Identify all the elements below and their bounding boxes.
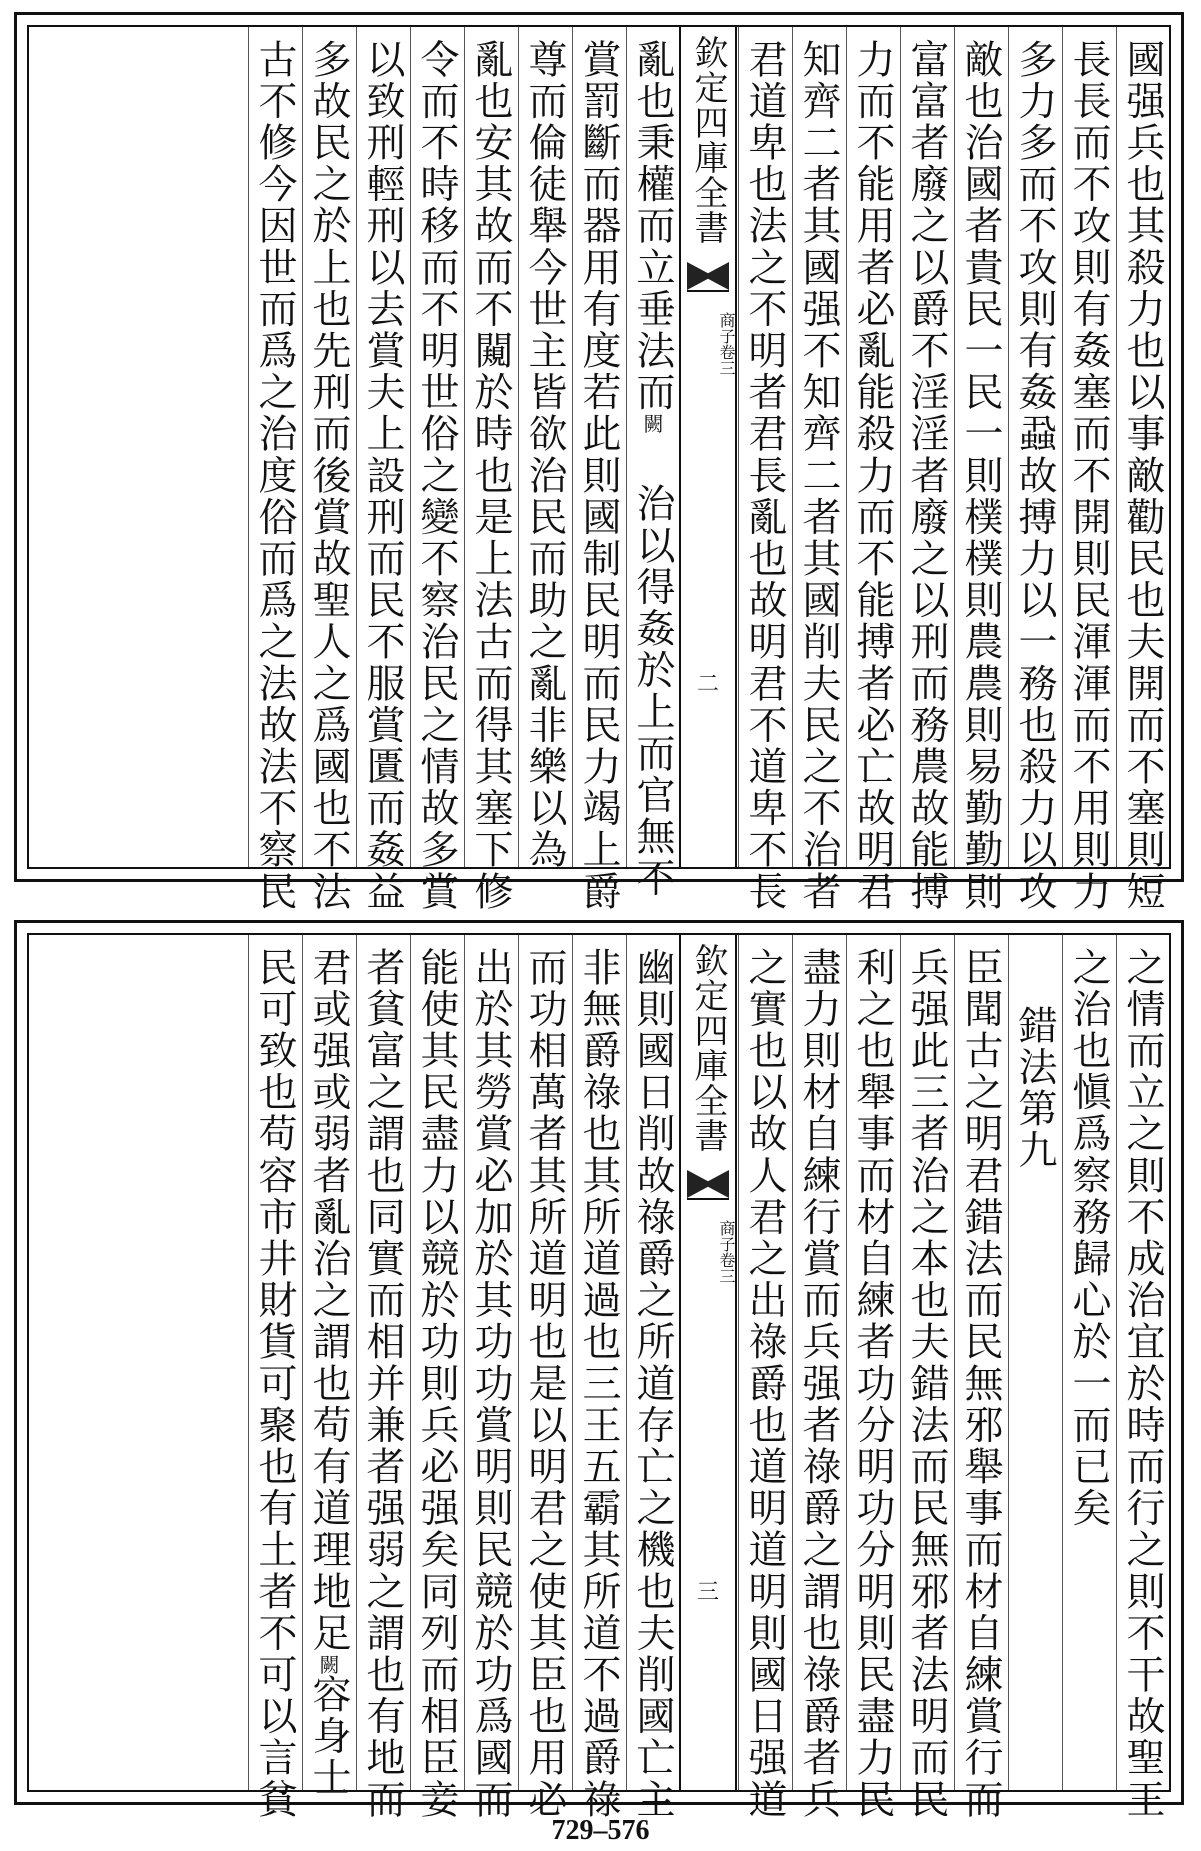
upper-page: [14, 12, 1184, 913]
text-column: [954, 935, 1007, 1821]
chapter-volume: 卷三: [717, 344, 736, 376]
column-text: 富富者廢之以爵不淫淫者廢之以刑而務農故能搏: [904, 39, 949, 913]
column-text: 多力多而不攻則有姦蝨故搏力以一務也殺力以攻: [1012, 39, 1057, 913]
column-text: [627, 39, 679, 899]
text-column: [518, 27, 571, 871]
column-text: 古不修今因世而爲之治度俗而爲之法故法不察民: [252, 39, 297, 913]
center-banner: [679, 27, 737, 867]
column-text: 臣聞古之明君錯法而民無邪舉事而材自練賞行而: [958, 947, 1003, 1821]
column-text: 出於其勞賞必加於其功功賞明則民競於功爲國而: [468, 947, 513, 1821]
column-text-part: 亂也秉權而立垂法而: [630, 39, 675, 414]
text-column: [1062, 27, 1115, 913]
column-text: 力而不能用者必亂能殺力而不能搏者必亡故明君: [850, 39, 895, 913]
column-text: 長長而不攻則有姦塞而不開則民渾渾而不用則力: [1066, 39, 1111, 913]
text-column: [518, 935, 571, 1821]
column-text: 知齊二者其國强不知齊二者其國削夫民之不治者: [796, 39, 841, 913]
column-text: 而功相萬者其所道明也是以明君之使其臣也用必: [522, 947, 567, 1821]
text-column: [410, 27, 463, 913]
column-text: 亂也安其故而不闚於時也是上法古而得其塞下修: [468, 39, 513, 913]
text-column: [626, 27, 679, 900]
fish-tail-ornament: [687, 1170, 729, 1198]
text-column: [410, 935, 463, 1821]
chapter-title: 商子: [717, 312, 736, 344]
chapter-label: [681, 1220, 735, 1284]
column-text: 利之也舉事而材自練者功分明功分明則民盡力民: [850, 947, 895, 1821]
column-text: 敵也治國者貴民一民一則樸樸則農農則易勤勤則: [958, 39, 1003, 913]
text-column: [900, 27, 953, 913]
column-text: 以致刑輕刑以去賞夫上設刑而民不服賞匱而姦益: [360, 39, 405, 913]
column-text: 非無爵祿也其所道過也三王五霸其所道不過爵祿: [576, 947, 621, 1821]
fish-tail-ornament: [687, 262, 729, 290]
text-column: [900, 935, 953, 1821]
column-text: 之治也愼爲察務歸心於一而已矣: [1066, 947, 1111, 1530]
text-column: [1116, 935, 1169, 1821]
text-column: [792, 27, 845, 913]
banner-rule: [687, 1198, 729, 1210]
text-column: [464, 27, 517, 913]
text-column: [1008, 935, 1061, 1790]
column-text-part: 治以得姦於上而官無不: [630, 483, 675, 900]
text-column: [302, 27, 355, 913]
upper-page-frame: [27, 25, 1171, 913]
column-text: 賞罰斷而器用有度若此則國制民明而民力竭上爵: [576, 39, 621, 913]
leaf-number: 二: [696, 672, 719, 697]
text-column: [356, 27, 409, 913]
chapter-label: [681, 312, 735, 376]
column-text: 多故民之於上也先刑而後賞故聖人之爲國也不法: [306, 39, 351, 913]
column-text-part: 君或强或弱者亂治之謂也苟有道理地足: [306, 947, 351, 1655]
column-text: 君道卑也法之不明者君長亂也故明君不道卑不長: [742, 39, 787, 913]
text-column: [248, 935, 301, 1821]
lower-page-frame: [27, 933, 1171, 1821]
column-text: 盡力則材自練行賞而兵强者祿爵之謂也祿爵者兵: [796, 947, 841, 1821]
lacuna-note: 闕: [316, 1654, 340, 1675]
text-column: [572, 935, 625, 1821]
chapter-volume: 卷三: [717, 1252, 736, 1284]
text-column: [1062, 935, 1115, 1790]
book-title: 欽定四庫全書: [688, 35, 728, 245]
text-column: [792, 935, 845, 1821]
text-column: [738, 27, 791, 913]
column-text: 尊而倫徒舉今世主皆欲治民而助之亂非樂以為: [522, 39, 567, 871]
text-column: [572, 27, 625, 913]
banner-rule: [687, 290, 729, 302]
text-column: [738, 935, 791, 1821]
column-text: 國强兵也其殺力也以事敵勸民也夫開而不塞則短: [1120, 39, 1165, 913]
column-text-part: 容身士: [306, 1674, 351, 1800]
text-column: [356, 935, 409, 1821]
text-column: [1116, 27, 1169, 913]
column-text: 之情而立之則不成治宜於時而行之則不干故聖王: [1120, 947, 1165, 1821]
page-footer-number: 729–576: [551, 1815, 650, 1846]
column-text: 兵强此三者治之本也夫錯法而民無邪者法明而民: [904, 947, 949, 1821]
column-text: [303, 947, 355, 1799]
text-column: [302, 935, 355, 1800]
book-title: 欽定四庫全書: [688, 943, 728, 1153]
column-text: 之實也以故人君之出祿爵也道明道明則國日强道: [742, 947, 787, 1821]
text-column: [464, 935, 517, 1821]
column-text: 民可致也苟容市井財貨可聚也有土者不可以言貧: [252, 947, 297, 1821]
text-column: [626, 935, 679, 1821]
column-text: 令而不時移而不明世俗之變不察治民之情故多賞: [414, 39, 459, 913]
text-column: [248, 27, 301, 913]
lacuna-note: 闕: [640, 413, 664, 434]
leaf-number: 三: [696, 1580, 719, 1605]
column-text: 能使其民盡力以競於功則兵必强矣同列而相臣妾: [414, 947, 459, 1821]
text-column: [846, 935, 899, 1821]
lower-page: [14, 920, 1184, 1821]
text-column: [1008, 27, 1061, 913]
column-text: 幽則國日削故祿爵之所道存亡之機也夫削國亡主: [630, 947, 675, 1821]
center-banner: [679, 935, 737, 1790]
chapter-title: 商子: [717, 1220, 736, 1252]
text-column: [846, 27, 899, 913]
column-text: 者貧富之謂也同實而相并兼者强弱之謂也有地而: [360, 947, 405, 1821]
text-column: [954, 27, 1007, 913]
section-heading: 錯法第九: [1012, 1005, 1057, 1172]
